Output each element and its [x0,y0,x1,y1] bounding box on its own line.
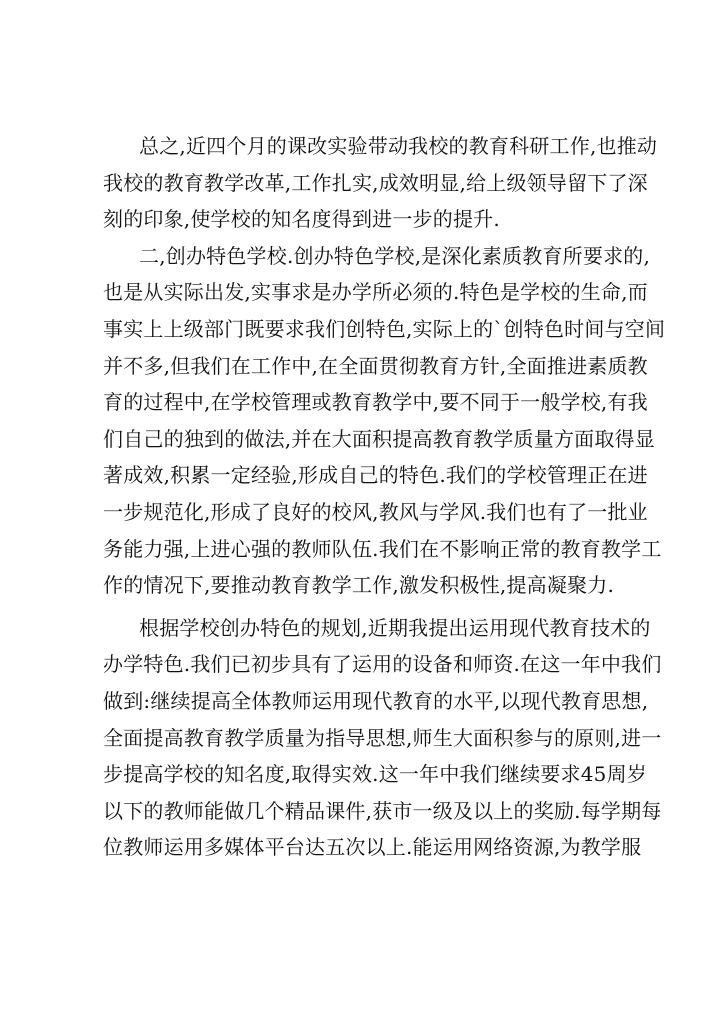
text-line: 们自己的独到的做法,并在大面积提高教育教学质量方面取得显 [103,426,655,451]
paragraph-summary [103,128,658,238]
text-line: 我校的教育教学改革,工作扎实,成效明显,给上级领导留下了深 [103,170,648,195]
text-line: 总之,近四个月的课改实验带动我校的教育科研工作,也推动 [139,134,658,158]
paragraph-plan [103,610,662,866]
text-line: 并不多,但我们在工作中,在全面贯彻教育方针,全面推进素质教 [103,353,648,378]
text-line: 二,创办特色学校.创办特色学校,是深化素质教育所要求的, [139,243,651,268]
text-line: 事实上上级部门既要求我们创特色,实际上的`创特色时间与空间 [103,316,666,341]
text-line: 根据学校创办特色的规划,近期我提出运用现代教育技术的 [139,615,651,640]
text-line: 位教师运用多媒体平台达五次以上.能运用网络资源,为教学服 [103,835,642,860]
text-line: 作的情况下,要推动教育教学工作,激发积极性,提高凝聚力. [103,573,615,598]
text-line: 办学特色.我们已初步具有了运用的设备和师资.在这一年中我们 [103,652,662,677]
text-line: 著成效,积累一定经验,形成自己的特色.我们的学校管理正在进 [103,463,648,488]
paragraph-special-school [103,238,666,604]
text-line: 以下的教师能做几个精品课件,获市一级及以上的奖励.每学期每 [103,798,662,823]
text-line: 步提高学校的知名度,取得实效.这一年中我们继续要求45周岁 [103,762,647,787]
text-line: 育的过程中,在学校管理或教育教学中,要不同于一般学校,有我 [103,390,648,415]
text-line: 务能力强,上进心强的教师队伍.我们在不影响正常的教育教学工 [103,536,662,561]
text-line: 刻的印象,使学校的知名度得到进一步的提升. [103,207,500,232]
text-line: 也是从实际出发,实事求是办学所必须的.特色是学校的生命,而 [103,280,648,305]
text-line: 做到:继续提高全体教师运用现代教育的水平,以现代教育思想, [103,688,649,713]
text-line: 一步规范化,形成了良好的校风,教风与学风.我们也有了一批业 [103,499,648,524]
text-line: 全面提高教育教学质量为指导思想,师生大面积参与的原则,进一 [103,725,662,750]
document-body [103,128,666,866]
